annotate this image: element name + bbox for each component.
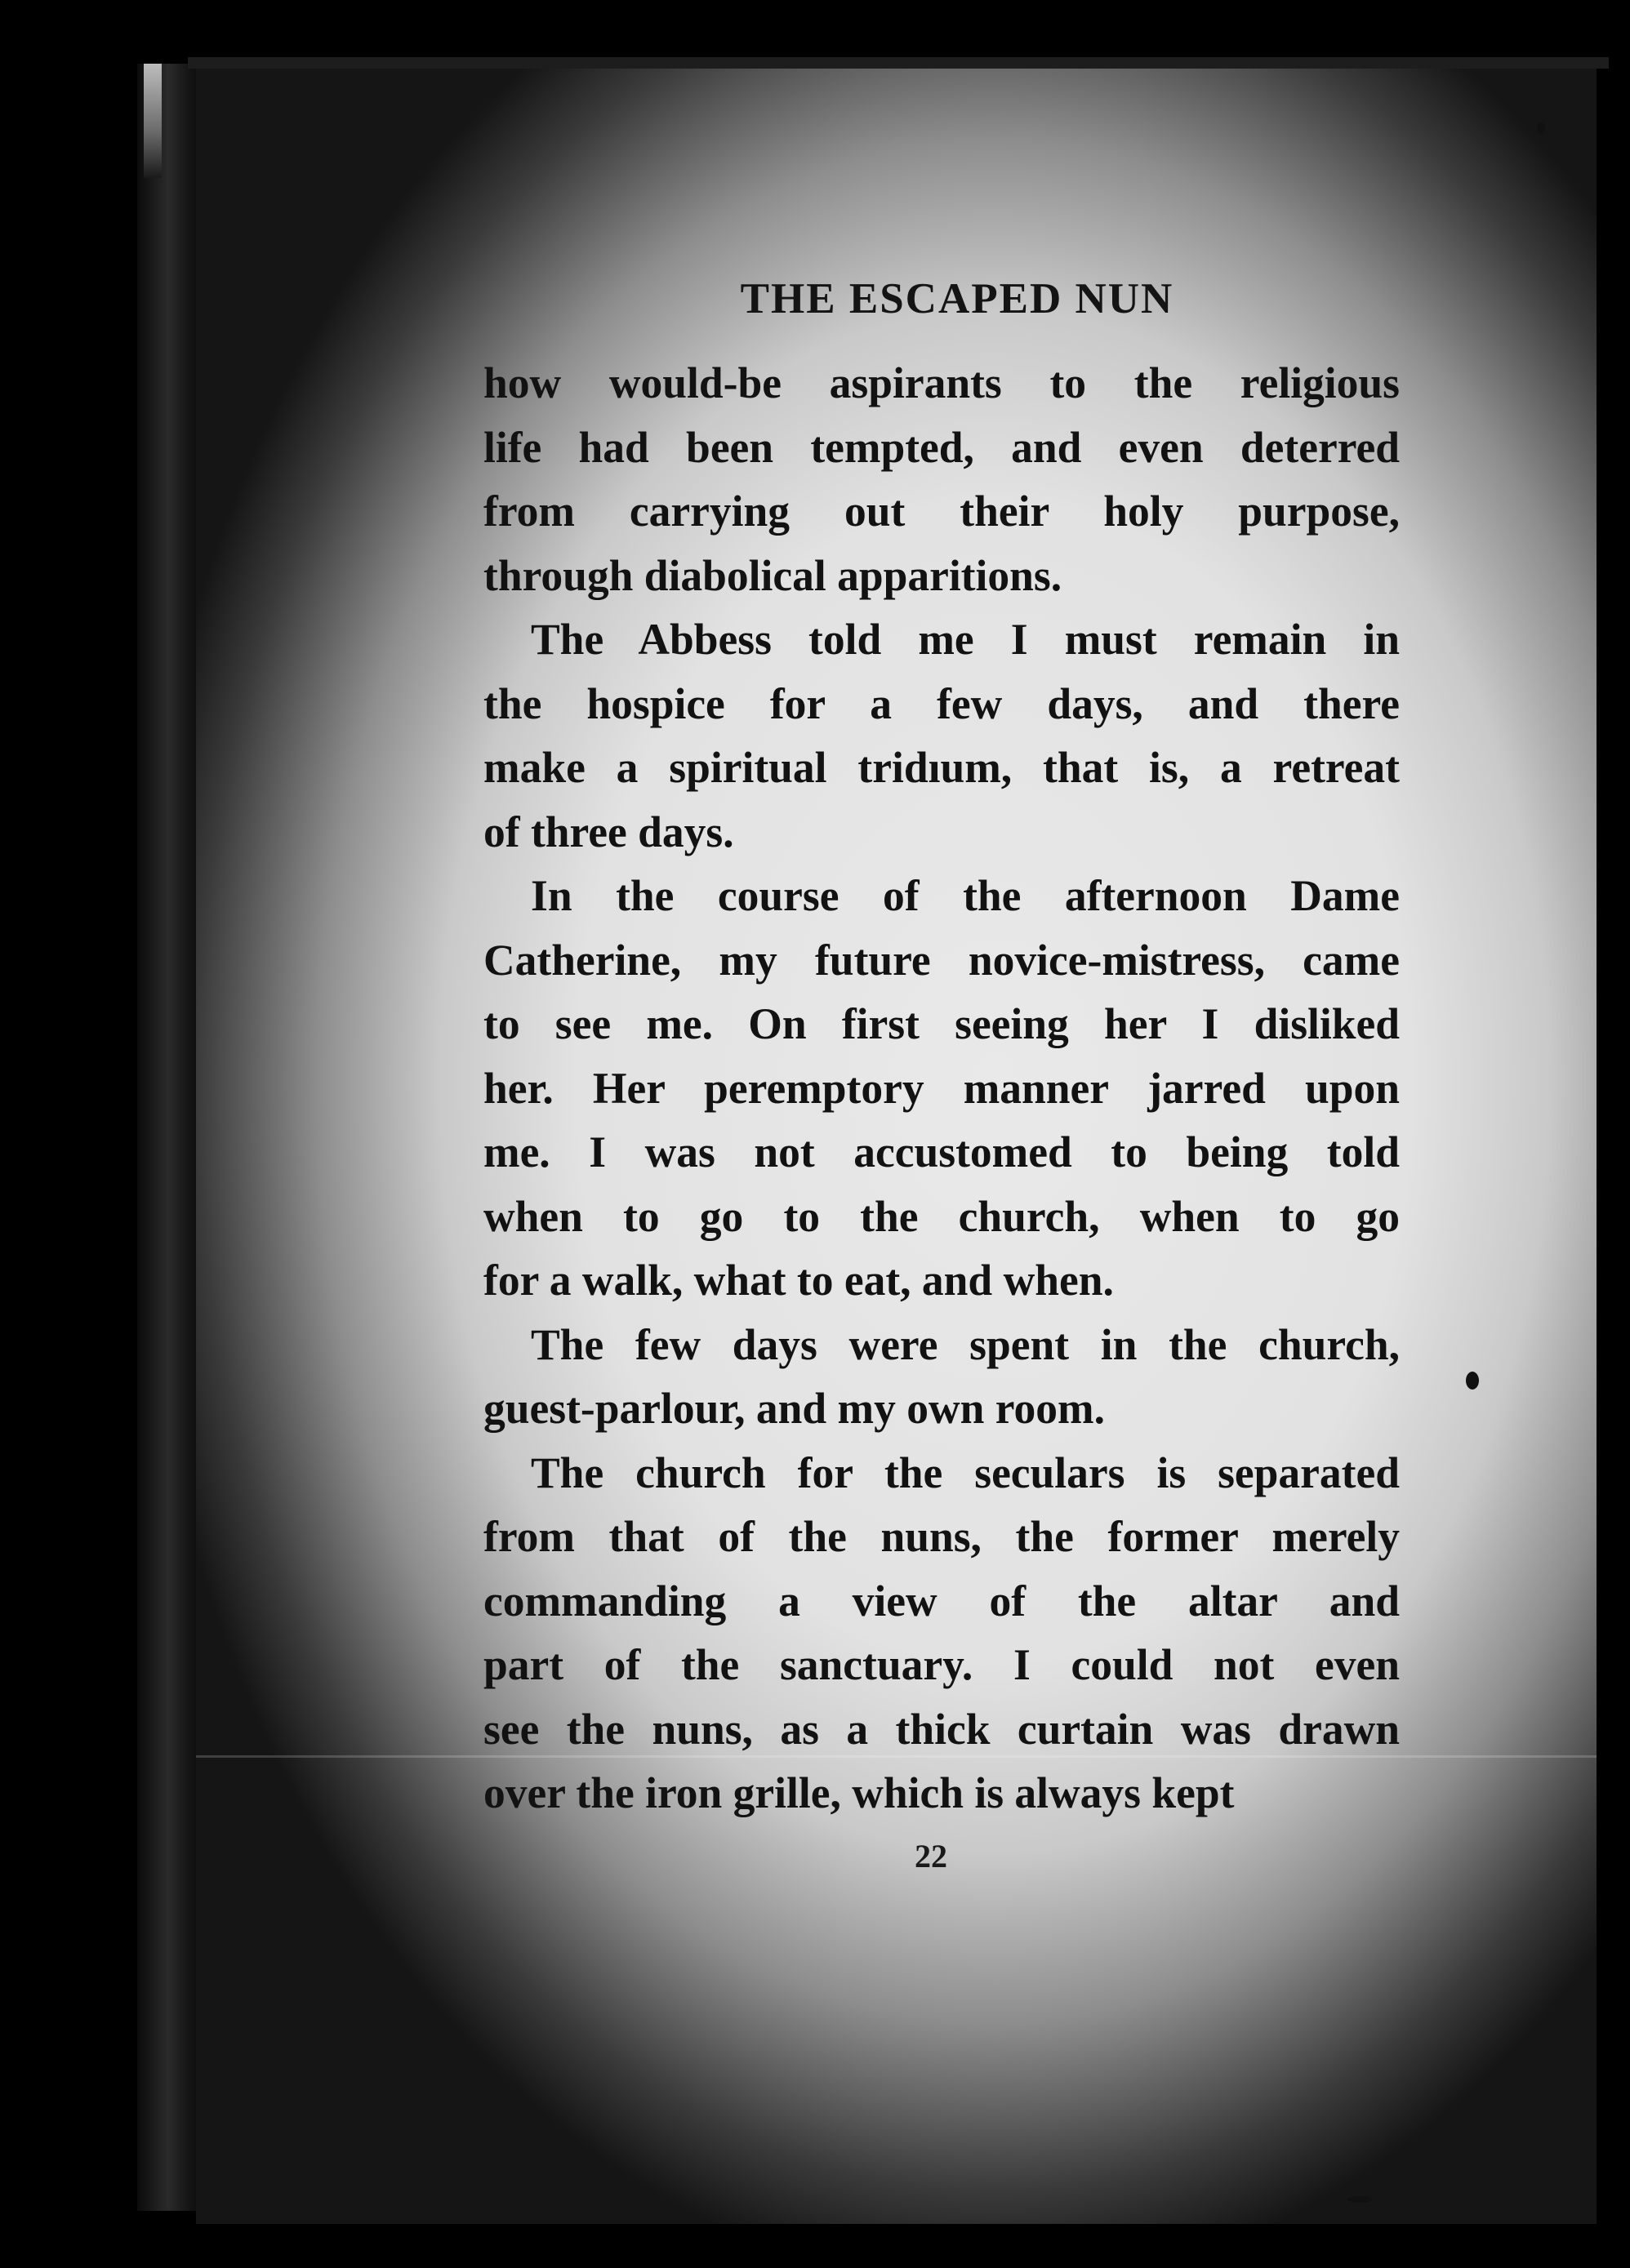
text-line: The church for the seculars is separated [531, 1448, 1400, 1497]
text-line: over the iron grille, which is always kept [483, 1768, 1235, 1817]
text-line: guest-parlour, and my own room. [483, 1384, 1105, 1433]
text-line: make a spiritual tridıum, that is, a retreat [483, 743, 1400, 792]
text-line: The few days were spent in the church, [531, 1319, 1400, 1369]
text-line: through diabolical apparitions. [483, 550, 1062, 600]
text-line: for a walk, what to eat, and when. [483, 1256, 1114, 1305]
text-line: her. Her peremptory manner jarred upon [483, 1063, 1400, 1113]
running-head: THE ESCAPED NUN [740, 275, 1174, 322]
text-line: life had been tempted, and even deterred [483, 422, 1400, 472]
text-line: from that of the nuns, the former merely [483, 1512, 1400, 1561]
text-line: In the course of the afternoon Dame [531, 871, 1400, 920]
text-line: The Abbess told me I must remain in [531, 615, 1400, 664]
paragraph [483, 351, 1400, 607]
text-line: Catherine, my future novice-mistress, came [483, 935, 1400, 985]
ink-speck [1347, 2196, 1372, 2203]
text-line: of three days. [483, 807, 734, 856]
book-corner-highlight [144, 64, 162, 178]
page-top-edge [188, 57, 1609, 69]
paragraph [483, 1313, 1400, 1441]
ink-speck [1537, 122, 1545, 134]
text-line: the hospice for a few days, and there [483, 678, 1400, 728]
text-line: to see me. On first seeing her I disliked [483, 999, 1400, 1048]
text-line: commanding a view of the altar and [483, 1576, 1400, 1625]
text-line: me. I was not accustomed to being told [483, 1127, 1400, 1176]
paragraph [483, 1441, 1400, 1826]
page-number: 22 [915, 1838, 947, 1874]
text-line: from carrying out their holy purpose, [483, 487, 1400, 536]
text-line: part of the sanctuary. I could not even [483, 1640, 1400, 1689]
paragraph [483, 607, 1400, 864]
paragraph [483, 864, 1400, 1313]
text-line: when to go to the church, when to go [483, 1191, 1400, 1241]
body-text [483, 351, 1400, 1826]
text-line: see the nuns, as a thick curtain was drawn [483, 1704, 1400, 1754]
text-line: how would-be aspirants to the religious [483, 358, 1400, 407]
ink-speck [1466, 1372, 1479, 1390]
